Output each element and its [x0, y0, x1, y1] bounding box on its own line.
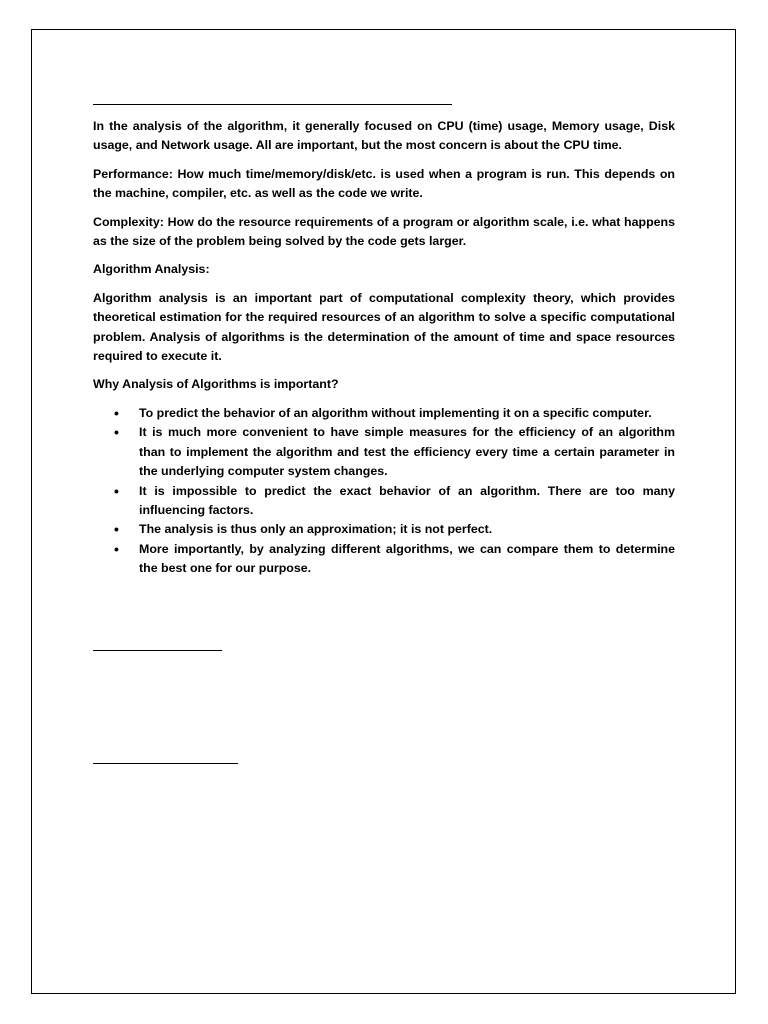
list-item	[93, 423, 675, 481]
bullet-icon: •	[114, 521, 119, 538]
lower-horizontal-rule	[93, 763, 238, 764]
list-item-text: It is much more convenient to have simple measures for the efficiency of an algorithm than to implement the algorithm and test the efficiency every time a certain parameter in the underlying computer system changes.	[139, 425, 675, 479]
list-item-text: It is impossible to predict the exact behavior of an algorithm. There are too many influencing factors.	[139, 483, 675, 517]
list-item	[93, 540, 675, 579]
bullet-icon: •	[114, 424, 119, 441]
bullet-icon: •	[114, 540, 119, 557]
list-item-text: More importantly, by analyzing different algorithms, we can compare them to determine the best one for our purpose.	[139, 541, 675, 576]
list-item	[93, 482, 675, 521]
top-horizontal-rule	[93, 104, 452, 105]
bullet-icon: •	[114, 404, 119, 421]
bullet-icon: •	[114, 482, 119, 499]
complexity-paragraph: Complexity: How do the resource requirements of a program or algorithm scale, i.e. what happens as the size of the problem being solved by the code gets larger.	[93, 214, 675, 249]
why-analysis-heading: Why Analysis of Algorithms is important?	[93, 377, 339, 392]
middle-horizontal-rule	[93, 650, 222, 651]
list-item	[93, 404, 675, 423]
performance-paragraph: Performance: How much time/memory/disk/etc. is used when a program is run. This depends on the machine, compiler, etc. as well as the code we write.	[93, 166, 675, 201]
algorithm-analysis-heading: Algorithm Analysis:	[93, 262, 210, 277]
document-body	[93, 117, 675, 579]
algorithm-analysis-paragraph: Algorithm analysis is an important part of computational complexity theory, which provides theoretical estimation for the required resources of an algorithm to solve a specific computational problem. Analysis of algorithms is the determination of the amount of time and space resources required to execute it.	[93, 290, 675, 364]
list-item	[93, 520, 675, 539]
importance-bullet-list	[93, 404, 675, 579]
list-item-text: To predict the behavior of an algorithm without implementing it on a specific computer.	[139, 405, 652, 420]
list-item-text: The analysis is thus only an approximation; it is not perfect.	[139, 522, 493, 537]
intro-paragraph: In the analysis of the algorithm, it generally focused on CPU (time) usage, Memory usage, Disk usage, and Network usage. All are important, but the most concern is about the CPU time.	[93, 119, 675, 153]
